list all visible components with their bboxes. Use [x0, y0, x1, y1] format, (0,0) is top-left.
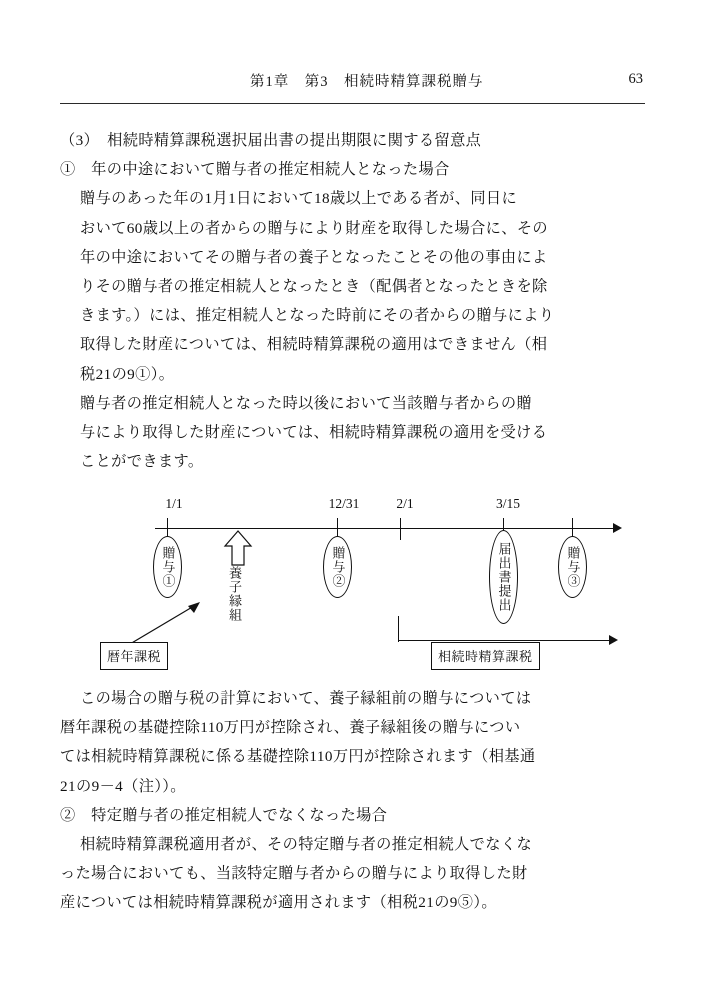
paragraph-line: この場合の贈与税の計算において、養子縁組前の贈与については	[80, 690, 532, 707]
paragraph-line: おいて60歳以上の者からの贈与により財産を取得した場合に、その	[80, 219, 549, 237]
body-text-upper	[60, 126, 648, 476]
item1-heading: ① 年の中途において贈与者の推定相続人となった場合	[60, 161, 450, 179]
timeline-node-gift3: 贈与③	[558, 536, 587, 598]
paragraph-line: ことができます。	[80, 453, 204, 471]
axis-tick-label: 2/1	[396, 496, 414, 511]
paragraph-line: 年の中途においてその贈与者の養子となったことその他の事由によ	[80, 248, 548, 266]
paragraph-line: りその贈与者の推定相続人となったとき（配偶者となったときを除	[80, 278, 548, 296]
bracket-left-stem	[398, 616, 399, 642]
section-heading: （3） 相続時精算課税選択届出書の提出期限に関する留意点	[60, 132, 482, 149]
item2-heading: ② 特定贈与者の推定相続人でなくなった場合	[60, 806, 388, 824]
adoption-label: 養子縁組	[227, 566, 242, 622]
label-calendar-year-tax: 暦年課税	[100, 642, 168, 670]
paragraph-line: 贈与のあった年の1月1日において18歳以上である者が、同日に	[80, 190, 518, 208]
leader-line	[122, 600, 212, 648]
adoption-arrow-icon	[223, 530, 253, 564]
axis-tick-label: 12/31	[328, 496, 360, 511]
axis-tick	[400, 518, 401, 540]
header-title: 第1章 第3 相続時精算課税贈与	[250, 74, 484, 90]
timeline-node-gift1: 贈与①	[153, 536, 182, 598]
paragraph-line: った場合においても、当該特定贈与者からの贈与により取得した財	[60, 865, 528, 883]
axis-tick-label: 3/15	[495, 496, 521, 511]
bracket-arrow	[609, 635, 618, 645]
timeline-node-submission: 届出書提出	[489, 530, 518, 624]
paragraph-line: ては相続時精算課税に係る基礎控除110万円が控除されます（相基通	[60, 748, 536, 766]
paragraph-line: 与により取得した財産については、相続時精算課税の適用を受ける	[80, 424, 548, 442]
timeline-figure	[60, 492, 648, 682]
page-number: 63	[628, 71, 643, 87]
paragraph-line: きます。）には、推定相続人となった時前にその者からの贈与により	[80, 307, 555, 325]
page-header	[60, 70, 645, 104]
header-divider	[60, 103, 645, 104]
paragraph-line: 暦年課税の基礎控除110万円が控除され、養子縁組後の贈与につい	[60, 719, 521, 737]
axis-tick-label: 1/1	[165, 496, 183, 511]
label-settlement-tax: 相続時精算課税	[431, 642, 540, 670]
paragraph-line: 21の9－4（注））。	[60, 777, 186, 795]
timeline-node-gift2: 贈与②	[323, 536, 352, 598]
paragraph-line: 相続時精算課税適用者が、その特定贈与者の推定相続人でなくな	[80, 836, 533, 854]
paragraph-line: 贈与者の推定相続人となった時以後において当該贈与者からの贈	[80, 394, 533, 412]
body-text-lower	[60, 684, 648, 918]
paragraph-line: 取得した財産については、相続時精算課税の適用はできません（相	[80, 336, 548, 354]
timeline-axis	[155, 528, 615, 529]
paragraph-line: 産については相続時精算課税が適用されます（相税21の9⑤）。	[60, 894, 497, 912]
paragraph-line: 税21の9①）。	[80, 365, 175, 383]
timeline-axis-arrow	[613, 523, 622, 533]
